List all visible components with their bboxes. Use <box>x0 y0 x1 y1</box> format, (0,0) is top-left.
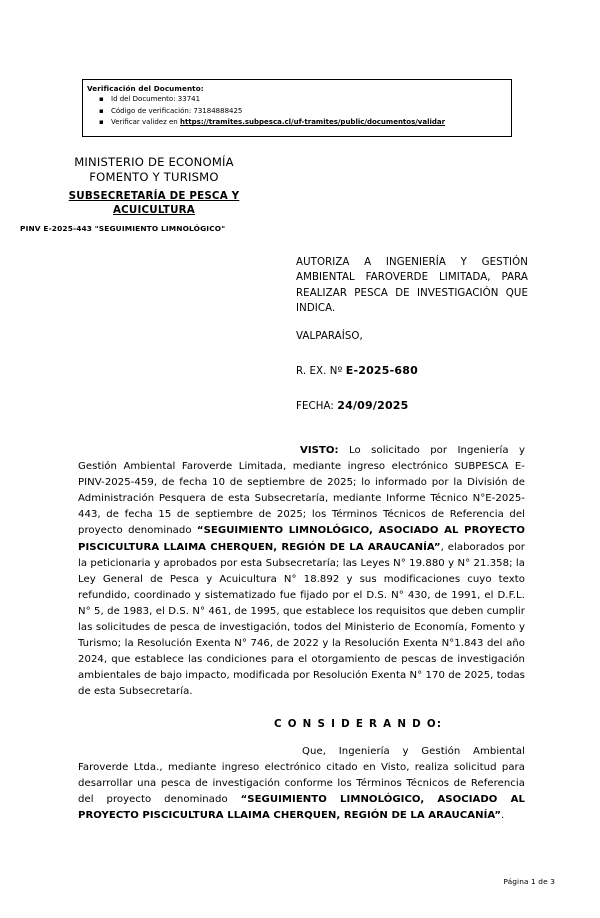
verification-item-validate-url[interactable] <box>99 117 511 129</box>
considerando-text-part2: . <box>501 809 505 821</box>
ministry-name-line1: MINISTERIO DE ECONOMÍA <box>74 155 234 169</box>
verification-title: Verificación del Documento: <box>87 84 204 93</box>
visto-project-name: “SEGUIMIENTO LIMNOLÓGICO, ASOCIADO AL PROYECTO PISCICULTURA LLAIMA CHERQUEN, REGIÓN DE LA ARAUCANÍA” <box>78 525 525 553</box>
ministry-name-line2: FOMENTO Y TURISMO <box>89 169 219 184</box>
visto-paragraph <box>78 443 525 701</box>
visto-label: VISTO: <box>300 445 339 456</box>
document-verification-box <box>82 79 512 137</box>
resolution-date-value: 24/09/2025 <box>337 399 409 412</box>
visto-text-part1: Lo solicitado por Ingeniería y Gestión Ambiental Faroverde Limitada, mediante ingreso electrónico SUBPESCA E-PINV-2025-459, de fecha 10 de septiembre de 2025; lo informado por la División de Administración Pesquera de esta Subsecretaría, mediante Informe Técnico N°E-2025-443, de fecha 15 de septiembre de 2025; los Términos Técnicos de Referencia del proyecto denominado <box>78 445 525 537</box>
subsecretary-name <box>24 190 284 217</box>
resolution-subject: AUTORIZA A INGENIERÍA Y GESTIÓN AMBIENTAL FAROVERDE LIMITADA, PARA REALIZAR PESCA DE INVESTIGACIÓN QUE INDICA. <box>296 257 528 314</box>
verification-item-prefix: Verificar validez en <box>111 118 180 126</box>
verification-item-document-id <box>99 94 511 106</box>
verification-url-link[interactable]: https://tramites.subpesca.cl/uf-tramites/public/documentos/validar <box>179 118 446 126</box>
subsecretary-name-line1: SUBSECRETARÍA DE PESCA Y <box>68 190 240 202</box>
bullet-icon: ▪ <box>99 106 104 115</box>
resolution-date-label: FECHA: <box>296 401 334 412</box>
verification-item-label: Código de verificación: 73184888425 <box>111 106 243 115</box>
verification-list <box>83 94 511 129</box>
considerando-text-part1: Que, Ingeniería y Gestión Ambiental Faroverde Ltda., mediante ingreso electrónico citado en Visto, realiza solicitud para desarrollar una pesca de investigación conforme los Términos Técnicos de Referencia del proyecto denominado <box>78 745 525 805</box>
resolution-number <box>296 364 418 377</box>
considerando-heading: C O N S I D E R A N D O: <box>274 717 443 730</box>
subsecretary-name-line2: ACUICULTURA <box>113 203 195 216</box>
verification-item-code <box>99 106 511 118</box>
document-body <box>78 443 525 824</box>
considerando-paragraph <box>78 744 525 824</box>
resolution-date <box>296 399 409 412</box>
resolution-place: VALPARAÍSO, <box>296 331 363 342</box>
verification-item-label: Id del Documento: 33741 <box>111 95 201 103</box>
visto-text-part2: , elaborados por la peticionaria y aprobados por esta Subsecretaría; las Leyes N° 19.880 y N° 21.358; la Ley General de Pesca y Acuicultura N° 18.892 y sus modificaciones cuyo texto refundido, coordinado y sistematizado fue fijado por el D.S. N° 430, de 1991, el D.F.L. N° 5, de 1983, el D.S. N° 461, de 1995, que establece los requisitos que deben cumplir las solicitudes de pesca de investigación, todos del Ministerio de Economía, Fomento y Turismo; la Resolución Exenta N° 746, de 2022 y la Resolución Exenta N°1.843 del año 2024, que establece las condiciones para el otorgamiento de pescas de investigación ambientales de bajo impacto, modificada por Resolución Exenta N° 170 de 2025, todas de esta Subsecretaría. <box>78 541 525 698</box>
considerando-project-name: “SEGUIMIENTO LIMNOLÓGICO, ASOCIADO AL PROYECTO PISCICULTURA LLAIMA CHERQUEN, REGIÓN DE LA ARAUCANÍA” <box>78 793 525 821</box>
resolution-number-label: R. EX. Nº <box>296 366 343 377</box>
resolution-number-value: E-2025-680 <box>345 364 418 377</box>
bullet-icon: ▪ <box>99 118 104 126</box>
bullet-icon: ▪ <box>99 95 104 103</box>
project-code-label: PINV E-2025-443 "SEGUIMIENTO LIMNOLÓGICO" <box>20 224 226 233</box>
letterhead <box>20 155 284 233</box>
page-number: Página 1 de 3 <box>503 877 555 886</box>
